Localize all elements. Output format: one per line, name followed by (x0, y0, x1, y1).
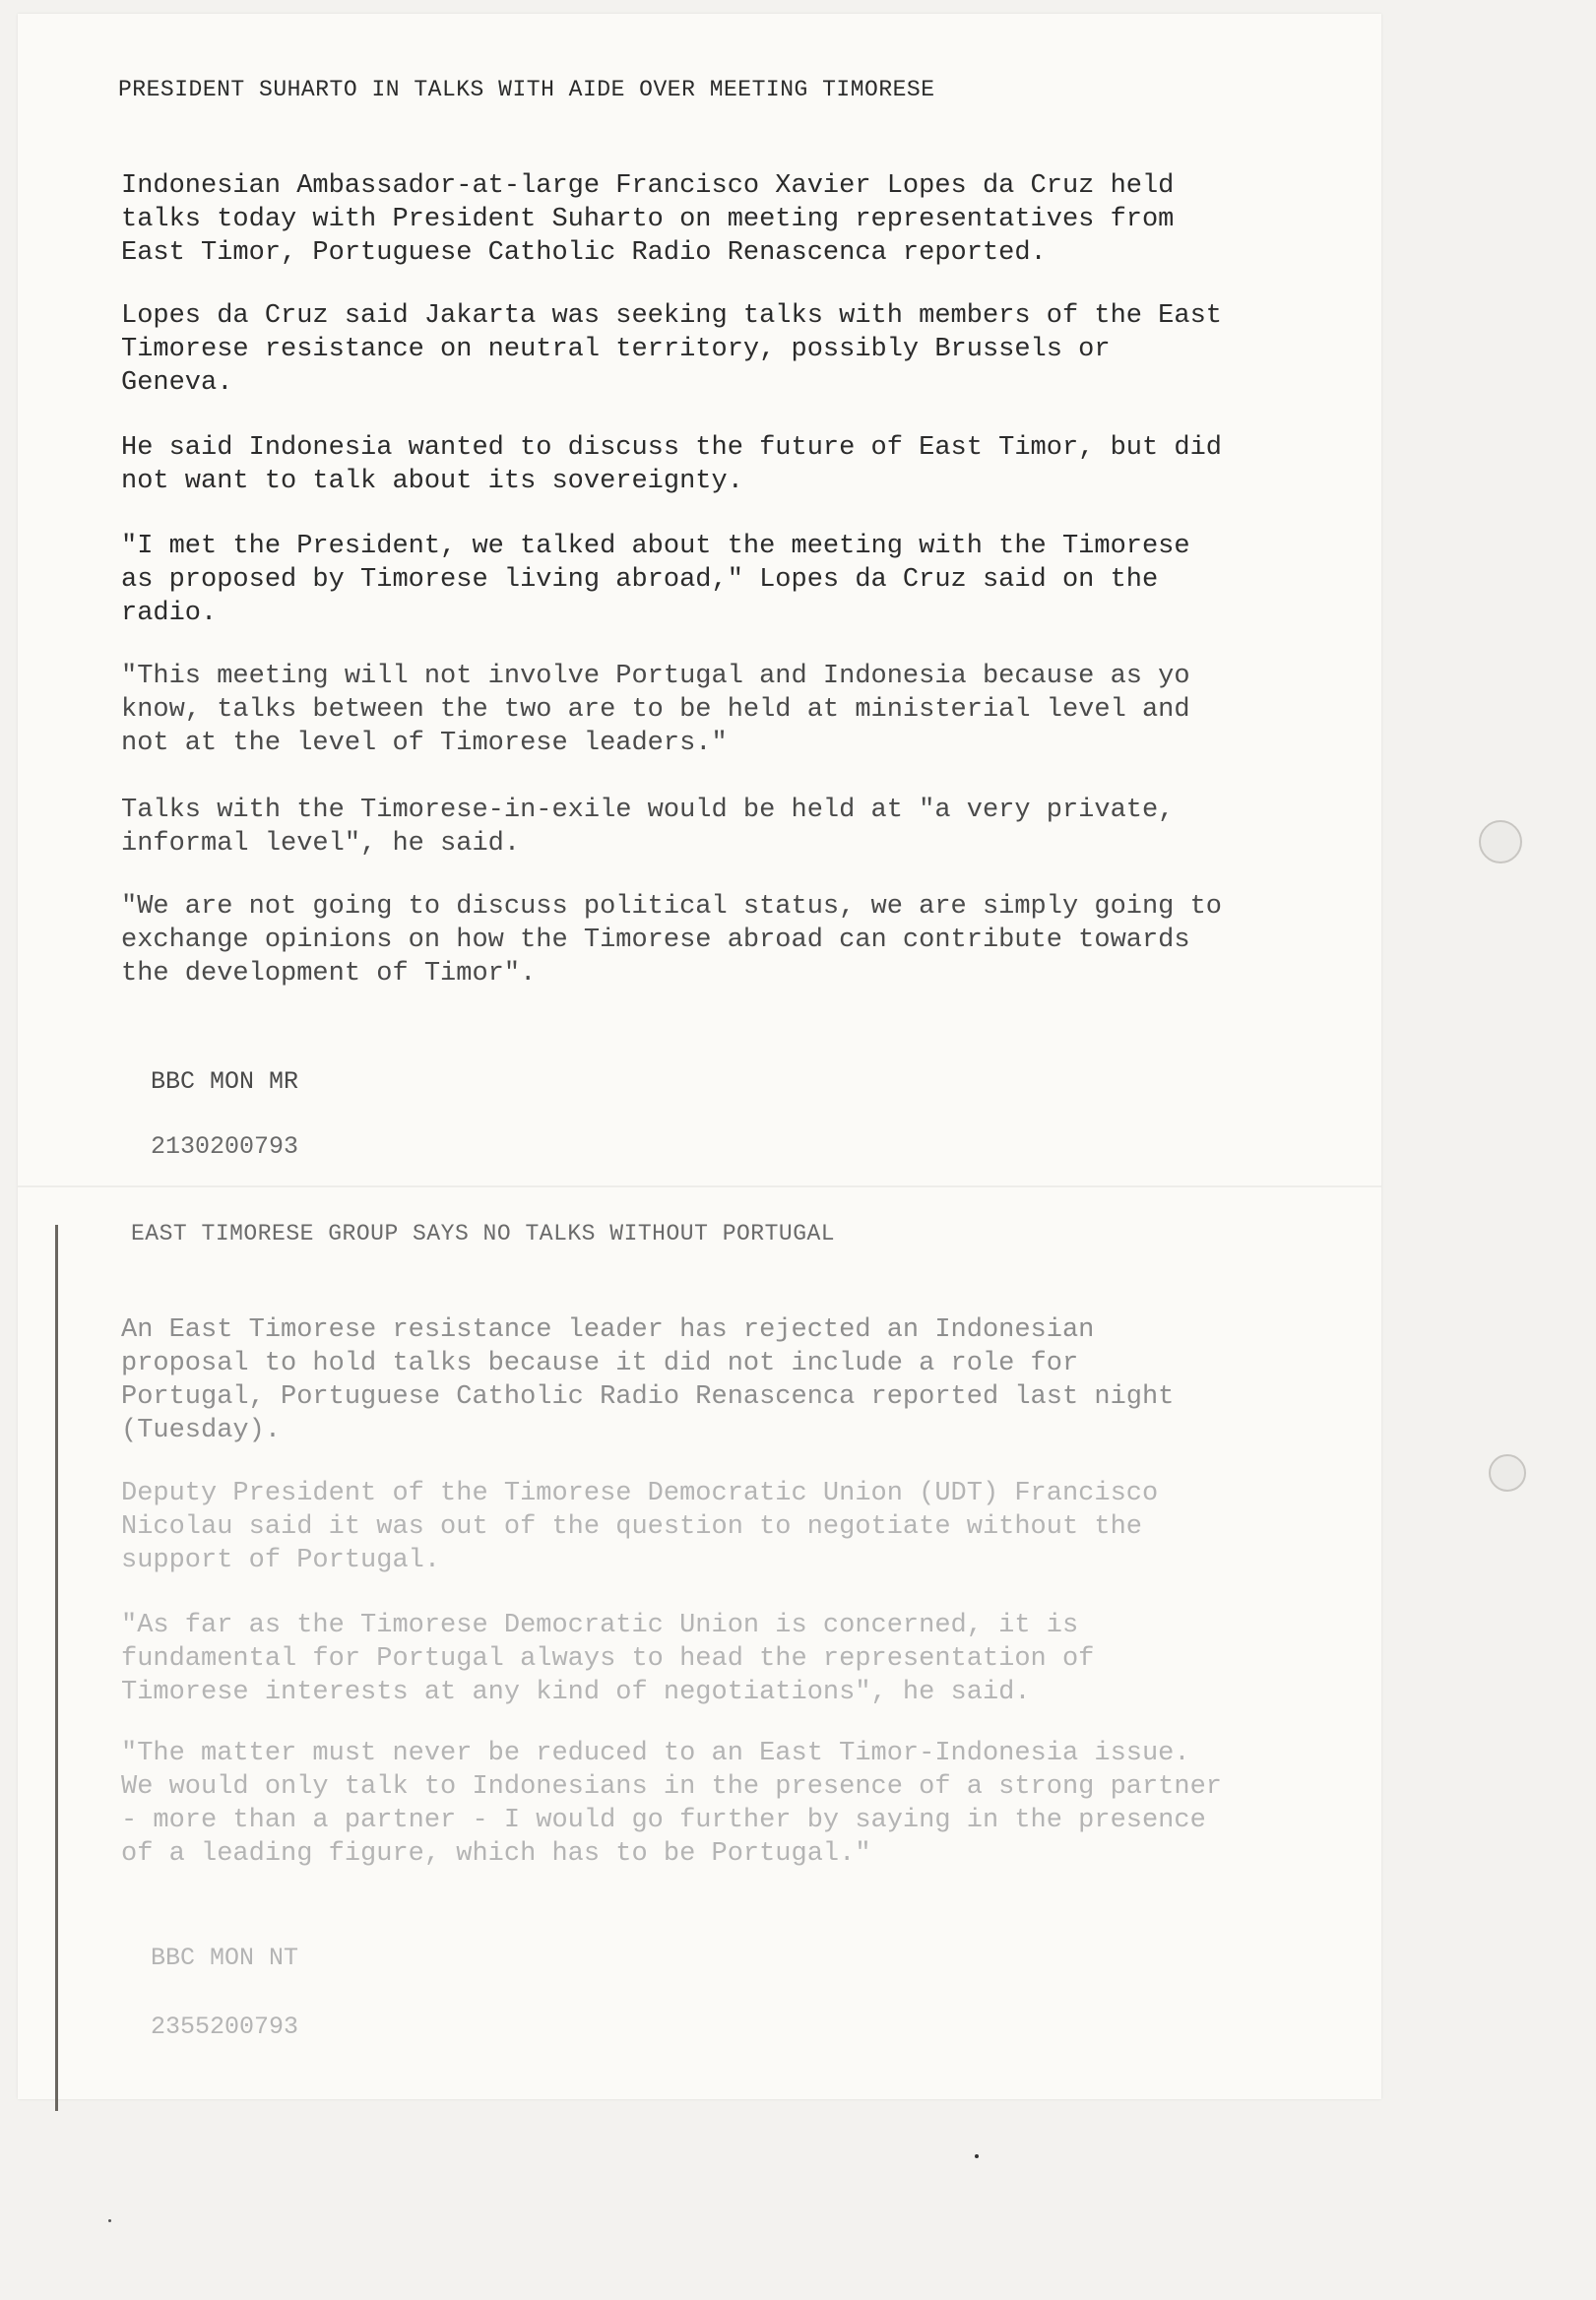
punch-hole-upper (1479, 820, 1522, 863)
story1-paragraph-7 (121, 890, 1401, 990)
story2-p2-line-2: Nicolau said it was out of the question to negotiate without the (121, 1512, 1142, 1542)
story1-p2-line-2: Timorese resistance on neutral territory, possibly Brussels or (121, 335, 1111, 364)
story1-p5-line-3: not at the level of Timorese leaders." (121, 729, 728, 758)
story2-p2-line-1: Deputy President of the Timorese Democratic Union (UDT) Francisco (121, 1479, 1159, 1508)
story1-p7-line-2: exchange opinions on how the Timorese abroad can contribute towards (121, 926, 1190, 955)
story2-paragraph-3 (121, 1609, 1401, 1709)
story2-p3-line-3: Timorese interests at any kind of negotiations", he said. (121, 1678, 1031, 1707)
story2-p2-line-3: support of Portugal. (121, 1546, 441, 1575)
story1-paragraph-6 (121, 794, 1401, 861)
story2-paragraph-4 (121, 1737, 1401, 1871)
story1-paragraph-1 (121, 169, 1401, 270)
story1-p6-line-2: informal level", he said. (121, 829, 521, 859)
story1-p1-line-3: East Timor, Portuguese Catholic Radio Renascenca reported. (121, 238, 1047, 268)
story1-p1-line-2: talks today with President Suharto on meeting representatives from (121, 205, 1175, 234)
story2-p1-line-4: (Tuesday). (121, 1416, 282, 1445)
story2-p4-line-2: We would only talk to Indonesians in the presence of a strong partner (121, 1772, 1222, 1802)
story1-paragraph-4 (121, 530, 1401, 630)
dust-speck (108, 2219, 111, 2222)
story2-p3-line-1: "As far as the Timorese Democratic Union is concerned, it is (121, 1611, 1079, 1640)
page-fold-line (18, 1185, 1381, 1187)
story1-paragraph-5 (121, 660, 1401, 760)
story2-paragraph-2 (121, 1477, 1401, 1577)
story1-p5-line-2: know, talks between the two are to be held at ministerial level and (121, 695, 1190, 725)
page-edge-shadow (55, 1225, 58, 2111)
story1-p3-line-2: not want to talk about its sovereignty. (121, 467, 743, 496)
story2-source: BBC MON NT (151, 1944, 299, 1972)
story1-source: BBC MON MR (151, 1067, 299, 1096)
story1-p7-line-3: the development of Timor". (121, 959, 537, 989)
story2-paragraph-1 (121, 1313, 1401, 1447)
story1-p4-line-1: "I met the President, we talked about the meeting with the Timorese (121, 532, 1190, 561)
story2-p4-line-1: "The matter must never be reduced to an East Timor-Indonesia issue. (121, 1739, 1190, 1768)
document-page (18, 14, 1381, 2099)
story2-p1-line-3: Portugal, Portuguese Catholic Radio Renascenca reported last night (121, 1382, 1175, 1412)
story1-p7-line-1: "We are not going to discuss political status, we are simply going to (121, 892, 1222, 922)
story1-code: 2130200793 (151, 1132, 299, 1161)
story1-p3-line-1: He said Indonesia wanted to discuss the future of East Timor, but did (121, 433, 1222, 463)
dust-speck (975, 2154, 979, 2158)
punch-hole-lower (1489, 1454, 1526, 1492)
story1-paragraph-2 (121, 299, 1401, 400)
story1-p5-line-1: "This meeting will not involve Portugal and Indonesia because as yo (121, 662, 1190, 691)
story1-p2-line-1: Lopes da Cruz said Jakarta was seeking talks with members of the East (121, 301, 1222, 331)
story2-p4-line-4: of a leading figure, which has to be Portugal." (121, 1839, 871, 1869)
story2-p4-line-3: - more than a partner - I would go further by saying in the presence (121, 1806, 1206, 1835)
story2-p1-line-2: proposal to hold talks because it did not include a role for (121, 1349, 1079, 1378)
story2-code: 2355200793 (151, 2012, 299, 2041)
story2-headline: EAST TIMORESE GROUP SAYS NO TALKS WITHOUT PORTUGAL (131, 1221, 836, 1246)
story1-headline: PRESIDENT SUHARTO IN TALKS WITH AIDE OVER MEETING TIMORESE (118, 77, 935, 102)
story1-p2-line-3: Geneva. (121, 368, 233, 398)
story1-p4-line-2: as proposed by Timorese living abroad," Lopes da Cruz said on the (121, 565, 1159, 595)
story2-p1-line-1: An East Timorese resistance leader has rejected an Indonesian (121, 1315, 1095, 1345)
story1-p4-line-3: radio. (121, 599, 218, 628)
story1-paragraph-3 (121, 431, 1401, 498)
story1-p1-line-1: Indonesian Ambassador-at-large Francisco Xavier Lopes da Cruz held (121, 171, 1175, 201)
story1-p6-line-1: Talks with the Timorese-in-exile would be held at "a very private, (121, 796, 1175, 825)
story2-p3-line-2: fundamental for Portugal always to head the representation of (121, 1644, 1095, 1674)
